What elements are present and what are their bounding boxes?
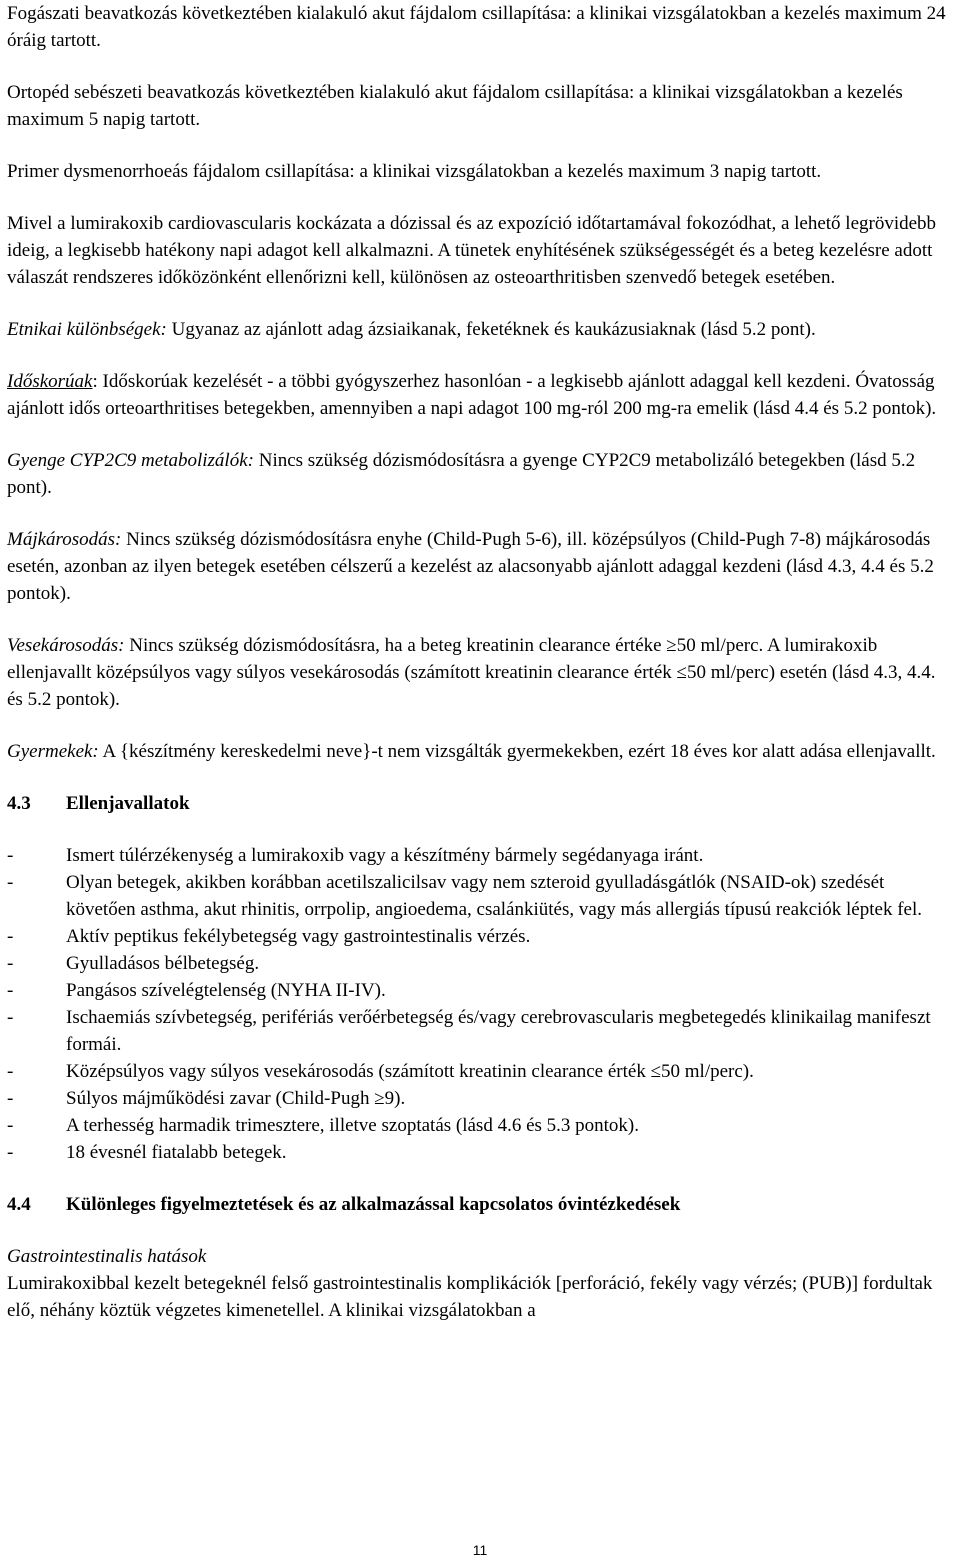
paragraph-gastrointestinal: Lumirakoxibbal kezelt betegeknél felső gastrointestinalis komplikációk [perforáció, fekély vagy vérzés; (PUB)] fordultak elő, néhány köztük végzetes kimenetellel. A klinikai vizsgálatokban a: [7, 1273, 933, 1321]
hepatic-label: Májkárosodás:: [7, 529, 122, 550]
paragraph-elderly: [7, 368, 953, 422]
list-item: - 18 évesnél fiatalabb betegek.: [7, 1142, 287, 1163]
list-item: - Pangásos szívelégtelenség (NYHA II-IV).: [7, 980, 386, 1001]
list-item: - Súlyos májműködési zavar (Child-Pugh ≥9).: [7, 1088, 406, 1109]
paragraph-ethnic-differences: [7, 316, 953, 343]
paragraph-children: [7, 738, 953, 765]
list-item: - Ismert túlérzékenység a lumirakoxib vagy a készítmény bármely segédanyaga iránt.: [7, 845, 704, 866]
section-number: 4.4: [7, 1194, 31, 1215]
paragraph-orthopedic-pain: Ortopéd sebészeti beavatkozás következtében kialakuló akut fájdalom csillapítása: a klinikai vizsgálatokban a kezelés maximum 5 napig tartott.: [7, 82, 903, 130]
renal-text: Nincs szükség dózismódosításra, ha a beteg kreatinin clearance értéke ≥50 ml/perc. A lumirakoxib ellenjavallt középsúlyos vagy súlyos vesekárosodás (számított kreatinin clearance érték ≤50 ml/perc) esetén (lásd 4.3, 4.4. és 5.2 pontok).: [7, 635, 936, 710]
elderly-label: Időskorúak: [7, 371, 93, 392]
list-item: - Aktív peptikus fekélybetegség vagy gastrointestinalis vérzés.: [7, 926, 531, 947]
paragraph-dysmenorrhoea: Primer dysmenorrhoeás fájdalom csillapítása: a klinikai vizsgálatokban a kezelés maximum 3 napig tartott.: [7, 161, 822, 182]
children-label: Gyermekek:: [7, 741, 99, 762]
section-title: Különleges figyelmeztetések és az alkalmazással kapcsolatos óvintézkedések: [66, 1194, 681, 1215]
contraindications-list: [7, 842, 953, 1166]
paragraph-dental-pain: Fogászati beavatkozás következtében kialakuló akut fájdalom csillapítása: a klinikai vizsgálatokban a kezelés maximum 24 óráig tartott.: [7, 3, 946, 51]
elderly-text: : Időskorúak kezelését - a többi gyógyszerhez hasonlóan - a legkisebb ajánlott adaggal kell kezdeni. Óvatosság ajánlott idős orteoarthritises betegekben, amennyiben a napi adagot 100 mg-ról 200 mg-ra emelik (lásd 4.4 és 5.2 pontok).: [7, 371, 937, 419]
paragraph-cardiovascular-risk: Mivel a lumirakoxib cardiovascularis kockázata a dózissal és az expozíció időtartamával fokozódhat, a lehető legrövidebb ideig, a legkisebb hatékony napi adagot kell alkalmazni. A tünetek enyhítésének szükségességét és a beteg kezelésre adott válaszát rendszeres időközönként ellenőrizni kell, különösen az osteoarthritisben szenvedő betegek esetében.: [7, 213, 937, 288]
cyp2c9-text: Nincs szükség dózismódosításra a gyenge CYP2C9 metabolizáló betegekben (lásd 5.2 pont).: [7, 450, 916, 498]
document-page: [7, 0, 953, 1324]
hepatic-text: Nincs szükség dózismódosításra enyhe (Child-Pugh 5-6), ill. középsúlyos (Child-Pugh 7-8) májkárosodás esetén, azonban az ilyen betegek esetében célszerű a kezelést az alacsonyabb ajánlott adaggal kezdeni (lásd 4.3, 4.4 és 5.2 pontok).: [7, 529, 934, 604]
list-item: - Olyan betegek, akikben korábban acetilszalicilsav vagy nem szteroid gyulladásgátlók (NSAID-ok) szedését követően asthma, akut rhinitis, orrpolip, angioedema, csalánkiütés, vagy más allergiás típusú reakciók léptek fel.: [7, 872, 922, 920]
ethnic-label: Etnikai különbségek:: [7, 319, 167, 340]
section-heading-contraindications: [7, 790, 953, 817]
list-item: - Ischaemiás szívbetegség, perifériás verőérbetegség és/vagy cerebrovascularis megbetegedés klinikailag manifeszt formái.: [7, 1007, 931, 1055]
ethnic-text: Ugyanaz az ajánlott adag ázsiaikanak, feketéknek és kaukázusiaknak (lásd 5.2 pont).: [166, 319, 816, 340]
renal-label: Vesekárosodás:: [7, 635, 125, 656]
page-number: 11: [472, 1542, 488, 1558]
list-item: - Középsúlyos vagy súlyos vesekárosodás (számított kreatinin clearance érték ≤50 ml/perc).: [7, 1061, 754, 1082]
list-item: - A terhesség harmadik trimesztere, illetve szoptatás (lásd 4.6 és 5.3 pontok).: [7, 1115, 640, 1136]
paragraph-hepatic: [7, 526, 953, 607]
section-title: Ellenjavallatok: [66, 793, 190, 814]
subheading-gastrointestinal: Gastrointestinalis hatások: [7, 1246, 207, 1267]
children-text: A {készítmény kereskedelmi neve}-t nem vizsgálták gyermekekben, ezért 18 éves kor alatt adása ellenjavallt.: [98, 741, 936, 762]
section-heading-warnings: [7, 1191, 953, 1218]
cyp2c9-label: Gyenge CYP2C9 metabolizálók:: [7, 450, 254, 471]
paragraph-cyp2c9: [7, 447, 953, 501]
section-number: 4.3: [7, 793, 31, 814]
paragraph-renal: [7, 632, 953, 713]
list-item: - Gyulladásos bélbetegség.: [7, 953, 260, 974]
